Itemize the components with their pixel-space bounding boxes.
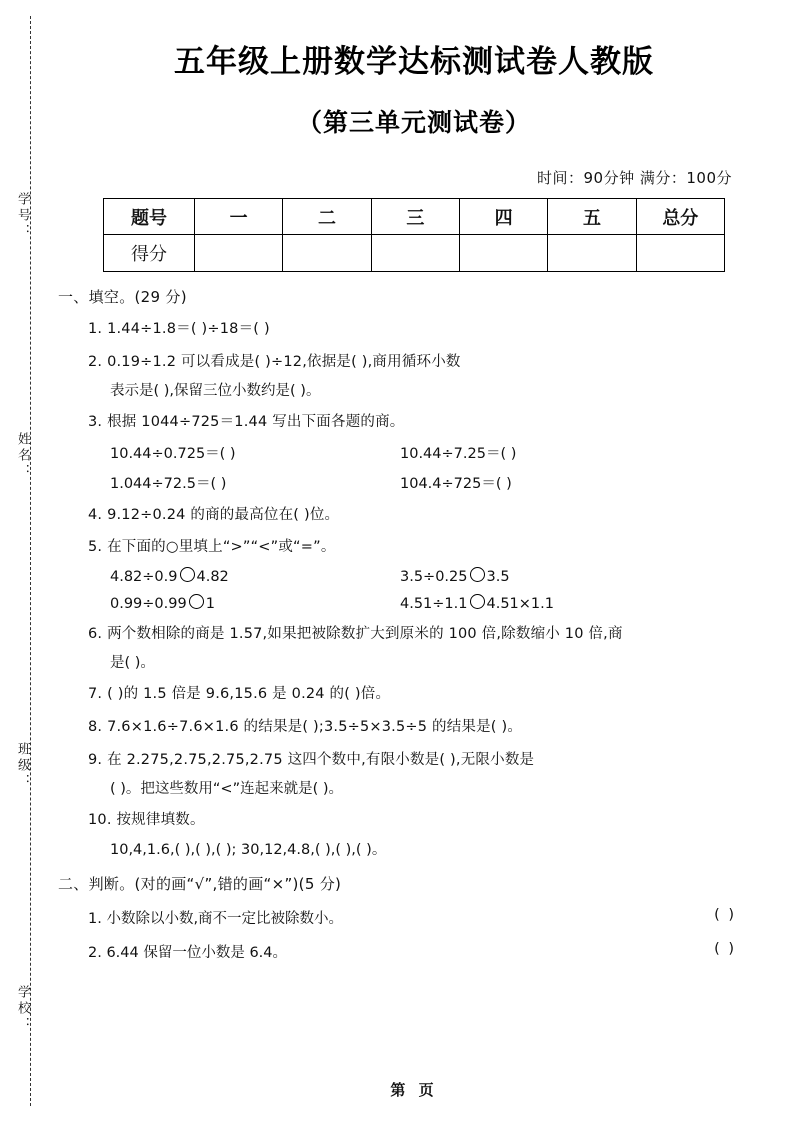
table-row-score	[104, 235, 725, 272]
question-4-text: 9.12÷0.24 的商的最高位在( )位。	[107, 506, 340, 523]
side-label-school: 学校：	[15, 985, 30, 1033]
score-table	[103, 198, 725, 272]
question-9-line2: ( )。把这些数用“<”连起来就是( )。	[110, 781, 344, 798]
side-label-class: 班级：	[15, 742, 30, 790]
question-2-num: 2.	[88, 353, 103, 370]
question-3-a: 10.44÷0.725＝( )	[110, 445, 236, 462]
score-header-6: 总分	[636, 199, 724, 235]
question-5-text: 在下面的○里填上“>”“<”或“=”。	[107, 539, 336, 556]
question-9	[88, 751, 764, 771]
question-4	[88, 506, 764, 526]
page-content	[58, 0, 764, 1122]
score-header-2: 二	[283, 199, 371, 235]
question-6-line2: 是( )。	[110, 655, 155, 672]
question-7-text: ( )的 1.5 倍是 9.6,15.6 是 0.24 的( )倍。	[107, 686, 391, 703]
question-8	[88, 718, 764, 738]
side-label-student-id: 学号：	[15, 192, 30, 240]
page-subtitle: （第三单元测试卷）	[296, 108, 531, 137]
question-2	[88, 353, 764, 373]
question-3-num: 3.	[88, 414, 103, 431]
question-7-num: 7.	[88, 686, 103, 703]
q5-right-1: 4.82	[196, 568, 229, 585]
section-heading-fill-blank: 一、填空。(29 分)	[58, 288, 187, 306]
q5-left-3: 0.99÷0.99	[110, 595, 187, 612]
table-row-header	[104, 199, 725, 235]
side-label-group	[10, 0, 32, 1122]
question-8-text: 7.6×1.6÷7.6×1.6 的结果是( );3.5÷5×3.5÷5 的结果是( )。	[107, 718, 523, 735]
tf-question-2	[88, 941, 764, 962]
question-6	[88, 625, 764, 645]
score-header-4: 四	[459, 199, 547, 235]
question-7	[88, 685, 764, 705]
score-header-0: 题号	[104, 199, 195, 235]
tf-question-1-num: 1.	[88, 910, 102, 927]
question-3-text: 根据 1044÷725＝1.44 写出下面各题的商。	[107, 414, 405, 431]
score-header-1: 一	[195, 199, 283, 235]
page-footer: 第 页	[390, 1081, 438, 1099]
question-10-text: 按规律填数。	[116, 812, 205, 829]
section-heading-true-false: 二、判断。(对的画“√”,错的画“×”)(5 分)	[58, 874, 342, 893]
score-cell-3[interactable]	[371, 235, 459, 272]
question-10-line2: 10,4,1.6,( ),( ),( ); 30,12,4.8,( ),( ),( )。	[110, 841, 387, 858]
page-title: 五年级上册数学达标测试卷人教版	[174, 44, 654, 80]
question-3-row-1	[110, 442, 764, 463]
question-3-b: 10.44÷7.25＝( )	[400, 445, 517, 462]
question-5-compare-1	[110, 567, 400, 585]
question-2-line2: 表示是( ),保留三位小数约是( )。	[110, 383, 321, 400]
tf-question-2-num: 2.	[88, 944, 102, 961]
question-3-d: 104.4÷725＝( )	[400, 475, 512, 492]
question-6-text: 两个数相除的商是 1.57,如果把被除数扩大到原米的 100 倍,除数缩小 10 倍,商	[107, 625, 623, 642]
q5-right-3: 1	[205, 595, 215, 612]
question-10-num: 10.	[88, 812, 112, 829]
question-9-num: 9.	[88, 751, 103, 768]
question-1-text: 1.44÷1.8＝( )÷18＝( )	[107, 321, 270, 337]
question-1-num: 1.	[88, 321, 103, 337]
question-3-c: 1.044÷72.5＝( )	[110, 475, 227, 492]
q5-left-4: 4.51÷1.1	[400, 595, 468, 612]
question-5-row-2	[110, 594, 764, 612]
score-cell-6[interactable]	[636, 235, 724, 272]
question-5-num: 5.	[88, 539, 103, 556]
question-5-row-1	[110, 567, 764, 585]
tf-question-1-text: 小数除以小数,商不一定比被除数小。	[106, 910, 344, 927]
q5-left-1: 4.82÷0.9	[110, 568, 178, 585]
q5-left-2: 3.5÷0.25	[400, 568, 468, 585]
q5-right-4: 4.51×1.1	[486, 595, 554, 612]
question-5-compare-4	[400, 594, 700, 612]
q5-right-2: 3.5	[486, 568, 510, 585]
question-2-text: 0.19÷1.2 可以看成是( )÷12,依据是( ),商用循环小数	[107, 353, 461, 370]
question-1	[88, 320, 764, 340]
score-header-5: 五	[548, 199, 636, 235]
question-5	[88, 538, 764, 558]
question-10	[88, 811, 764, 831]
score-header-3: 三	[371, 199, 459, 235]
score-cell-4[interactable]	[459, 235, 547, 272]
question-9-text: 在 2.275,2.7̇5,2.7̇5̇,2.75 这四个数中,有限小数是( ),无限小数是	[107, 751, 535, 768]
question-5-compare-3	[110, 594, 400, 612]
score-cell-5[interactable]	[548, 235, 636, 272]
question-8-num: 8.	[88, 718, 103, 735]
compare-circle-icon[interactable]	[189, 594, 204, 609]
compare-circle-icon[interactable]	[470, 594, 485, 609]
exam-meta: 时间：90分钟 满分：100分	[537, 169, 732, 187]
tf-answer-box-2[interactable]: ( )	[714, 940, 736, 957]
tf-question-1	[88, 907, 764, 928]
tf-answer-box-1[interactable]: ( )	[714, 906, 736, 923]
compare-circle-icon[interactable]	[470, 567, 485, 582]
question-5-compare-2	[400, 567, 700, 585]
question-3-row-2	[110, 472, 764, 493]
tf-question-2-text: 6.44 保留一位小数是 6.4。	[106, 944, 288, 961]
question-6-num: 6.	[88, 625, 103, 642]
question-3	[88, 413, 764, 433]
score-cell-1[interactable]	[195, 235, 283, 272]
score-row-label: 得分	[104, 235, 195, 272]
side-label-name: 姓名：	[15, 432, 30, 480]
question-4-num: 4.	[88, 506, 103, 523]
compare-circle-icon[interactable]	[180, 567, 195, 582]
score-cell-2[interactable]	[283, 235, 371, 272]
